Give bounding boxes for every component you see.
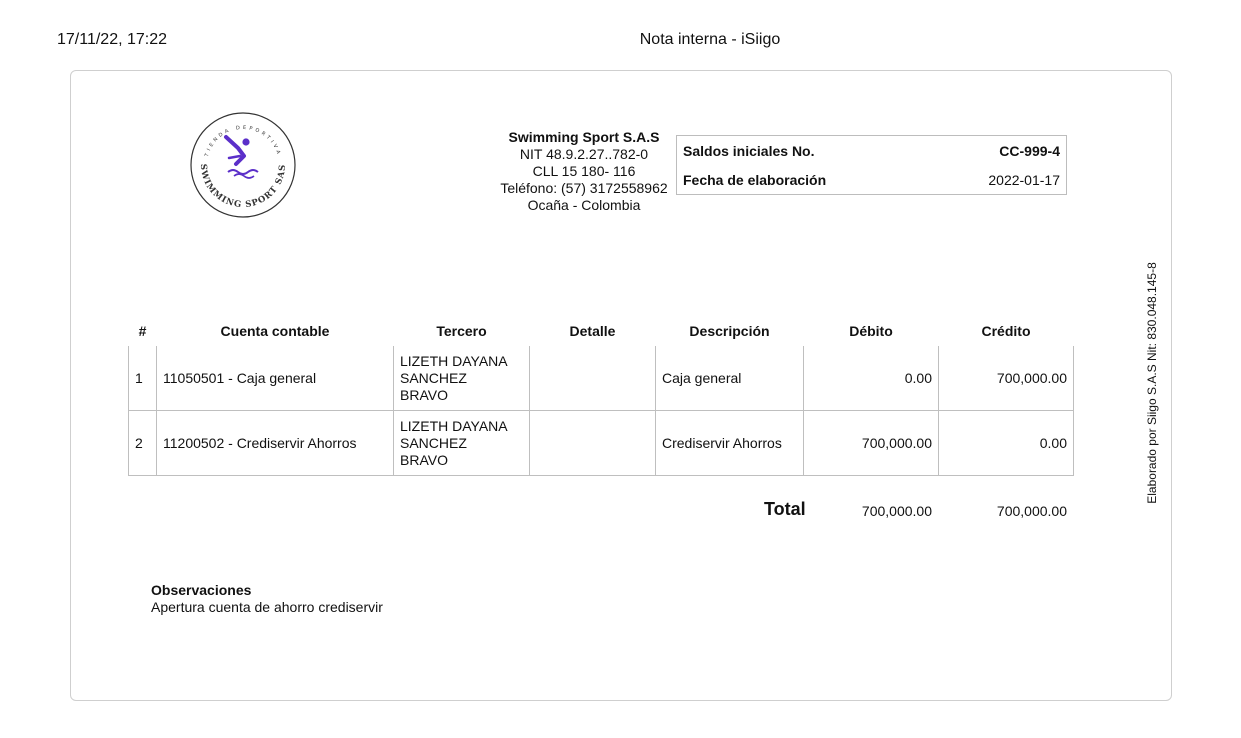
observations-text: Apertura cuenta de ahorro crediservir: [151, 599, 383, 615]
col-header-account: Cuenta contable: [220, 323, 330, 339]
third-party-line: BRAVO: [400, 451, 448, 468]
document-date: 2022-01-17: [988, 171, 1060, 188]
row-detail: [530, 411, 656, 476]
row-detail: [530, 346, 656, 411]
col-header-number: #: [138, 323, 147, 339]
company-nit: NIT 48.9.2.27..782-0: [519, 146, 649, 162]
row-debit: 700,000.00: [804, 411, 939, 476]
side-note: Elaborado por Siigo S.A.S Nit: 830.048.145-8: [1145, 262, 1159, 504]
document-number: CC-999-4: [999, 142, 1060, 159]
col-header-detail: Detalle: [569, 323, 616, 339]
swimmer-icon: [226, 137, 258, 178]
entries-table: [128, 316, 1074, 476]
row-debit: 0.00: [804, 346, 939, 411]
row-credit: 700,000.00: [939, 346, 1074, 411]
logo-bottom-text: SWIMMING SPORT SAS: [197, 163, 289, 211]
row-account: 11200502 - Crediservir Ahorros: [157, 411, 394, 476]
page-title: Nota interna - iSiigo: [639, 31, 781, 48]
third-party-line: LIZETH DAYANA: [400, 352, 508, 369]
observations-title: Observaciones: [151, 582, 252, 598]
third-party-line: BRAVO: [400, 386, 448, 403]
observations: [151, 582, 383, 616]
col-header-description: Descripción: [689, 323, 770, 339]
company-name: Swimming Sport S.A.S: [508, 129, 660, 145]
third-party-line: SANCHEZ: [400, 434, 467, 451]
table-row: [129, 411, 1074, 476]
company-info: [471, 129, 697, 214]
total-debit: 700,000.00: [861, 503, 932, 519]
row-third-party: [394, 411, 530, 476]
row-credit: 0.00: [939, 411, 1074, 476]
row-number: 1: [129, 346, 157, 411]
row-description: Crediservir Ahorros: [656, 411, 804, 476]
company-city: Ocaña - Colombia: [527, 197, 641, 213]
third-party-line: SANCHEZ: [400, 369, 467, 386]
document-type-label: Saldos iniciales No.: [683, 142, 815, 159]
row-third-party: [394, 346, 530, 411]
document-sheet: [70, 70, 1172, 701]
print-datetime: 17/11/22, 17:22: [57, 31, 168, 48]
row-account: 11050501 - Caja general: [157, 346, 394, 411]
table-header-row: [129, 316, 1074, 346]
table-row: [129, 346, 1074, 411]
document-date-label: Fecha de elaboración: [683, 171, 827, 188]
col-header-third-party: Tercero: [436, 323, 487, 339]
third-party-line: LIZETH DAYANA: [400, 417, 508, 434]
company-address: CLL 15 180- 116: [532, 163, 636, 179]
col-header-debit: Débito: [849, 323, 893, 339]
company-phone: Teléfono: (57) 3172558962: [500, 180, 668, 196]
document-meta: [676, 135, 1067, 195]
row-description: Caja general: [656, 346, 804, 411]
row-number: 2: [129, 411, 157, 476]
total-label: Total: [764, 499, 806, 519]
col-header-credit: Crédito: [981, 323, 1031, 339]
total-credit: 700,000.00: [996, 503, 1067, 519]
logo-top-text: TIENDA DEPORTIVA: [204, 124, 283, 158]
svg-text:SWIMMING SPORT SAS: [198, 164, 288, 211]
company-logo: [188, 110, 298, 220]
